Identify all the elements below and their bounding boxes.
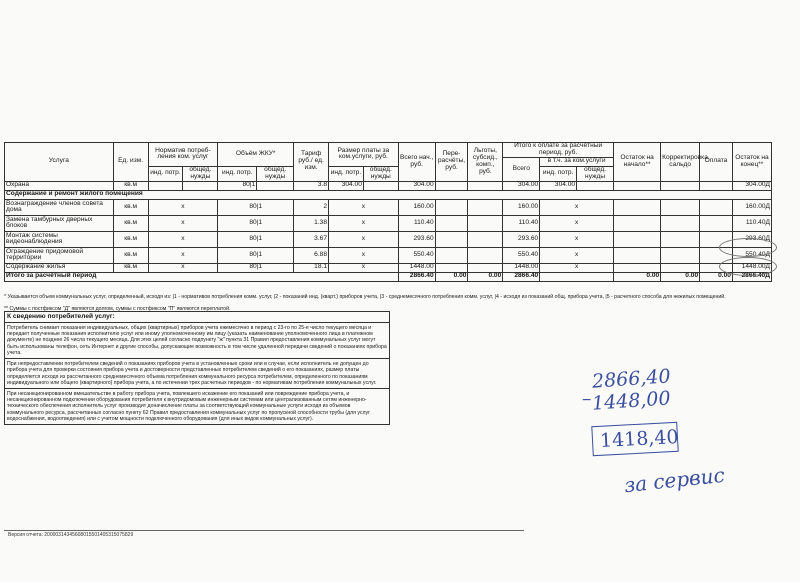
header-service: Услуга: [5, 143, 114, 182]
header-unit: Ед. изм.: [113, 143, 148, 182]
header-pay-common: общед. нужды: [363, 166, 398, 181]
header-vol-common: общед. нужды: [257, 166, 294, 181]
header-pay: Размер платы за ком.услуги, руб.: [329, 143, 399, 167]
header-payment: Оплата: [700, 143, 733, 182]
info-paragraph: При несанкционированном вмешательстве в работу прибора учета, повлекшего искажение его показаний или повреждение прибора учета, и несанкционированном подключении оборудования потребителя к внутридомовым инженерным системам или централизованным сетям инженерно-технического обеспечения исполнитель услуг производит доначисление платы за соответствующий коммунальные услуги исходя из объемов коммунального ресурса, рассчитанных согласно пункту 62 Правил предоставления коммунальных услуг по пропускной способности трубы (для услуг водоснабжения, водоотведения) или с учетом мощности подключенного оборудования (для иных видов коммунальных услуг).: [7, 391, 371, 422]
table-row: Ограждение придомовой территории кв.м x 80|1 6.88 x 550.40 550.40 x 550.40Д: [6, 247, 770, 262]
header-to-pay: Итого к оплате за расчётный период, руб.: [503, 143, 614, 158]
header-incl: в т.ч. за ком.услуги: [540, 157, 614, 166]
header-adjust: Корректировка сальдо: [661, 143, 700, 182]
header-tariff: Тариф руб./ ед. изм.: [294, 143, 329, 182]
charges-table: [4, 142, 772, 282]
minus-mark: −: [582, 392, 592, 409]
header-recalc: Пере-расчёты, руб.: [435, 143, 468, 182]
table-row: Содержание жилья кв.м x 80|1 18.1 x 1448.00 1448.00 x 1448.00Д: [6, 263, 770, 271]
header-norm: Норматив потреб-ления ком. услуг: [148, 143, 218, 167]
footnote-debt: ** Суммы с постфиксом "Д" являются долгом, суммы с постфиксом "П" являются переплатой.: [4, 306, 231, 312]
header-due-common: общед. нужды: [577, 166, 614, 181]
report-version: Версия отчета: 20000314345608015501405315075829: [8, 532, 134, 538]
header-benefits: Льготы, субсид., комп., руб.: [468, 143, 503, 182]
section-title: Содержание и ремонт жилого помещения: [5, 190, 772, 199]
footnote-volume: * Указывается объем коммунальных услуг, определенный, исходя из: |1 - нормативов потребления комм. услуг, |2 - показаний инд. (кварт.) приборов учета, |3 - среднемесячного потребления комм. услуг, |4 - исходя из показаний общ. прибора учета, |5 - расчетного способа для нежилых помещений.: [4, 294, 726, 300]
total-label: Итого за расчётный период: [5, 272, 399, 281]
header-norm-ind: инд. потр.: [148, 166, 183, 181]
pencil-circle: [719, 238, 777, 257]
info-title: К сведению потребителей услуг:: [5, 312, 389, 323]
handwritten-subtract: 1448,00: [591, 387, 672, 415]
total-row: Итого за расчётный период 2866.40 0.00 0.00 2866.40 0.00 0.00 0.00 2866.40Д: [6, 272, 770, 280]
header-norm-common: общед. нужды: [183, 166, 218, 181]
info-paragraph: При непредоставлении потребителем сведений о показаниях приборов учета в установленные сроки или в случае, если исполнитель не допущен до прибора учета для проверки состояния прибора учета и достоверности представленных потребителем сведений о его показаниях, размер платы определяется исходя из рассчитанного среднемесячного объема потребления коммунального ресурса потребителем, определенного по показаниям индивидуального или общего (квартирного) прибора учета, а по истечении трех расчетных периодов - по нормативам потребления коммунальных услуг.: [5, 359, 389, 389]
header-total-charged: Всего нач., руб.: [398, 143, 435, 182]
table-row: Охрана кв.м 80|1 3.8 304.00 304.00 304.00 304.00 304.00Д: [6, 181, 770, 189]
header-end-balance: Остаток на конец**: [732, 143, 771, 182]
info-paragraph: Потребитель снимает показания индивидуальных, общих (квартирных) приборов учета ежемесячно в период с 23-го по 25-е число текущего месяца и передает полученные показания исполнителю услуг или иному уполномоченному им лицу (указать наименование уполномоченного лица в платежном документе) не позднее 26 числа текущего месяца. Для этих целей согласно подпункту "ж" пункта 31 Правил предоставления коммунальных услуг могут быть использованы телефон, сеть Интернет и другие способы, допускающие возможность в том числе удаленной передачи сведений о показаниях прибора учета.: [5, 323, 389, 359]
handwritten-note: за сервис: [623, 462, 726, 498]
table-row: Замена тамбурных дверных блоков кв.м x 80|1 1.38 x 110.40 110.40 x 110.40Д: [6, 215, 770, 230]
header-pay-ind: инд. потр.: [329, 166, 364, 181]
handwritten-result: 1418,40: [599, 425, 680, 453]
table-row: Вознаграждение членов совета дома кв.м x 80|1 2 x 160.00 160.00 x 160.00Д: [6, 199, 770, 214]
header-vol-ind: инд. потр.: [218, 166, 257, 181]
pencil-circle: [719, 257, 777, 276]
divider: [4, 530, 524, 531]
handwritten-sum: 2866,40: [591, 365, 672, 393]
header-to-pay-total: Всего: [503, 157, 540, 181]
table-row: Монтаж системы видеонаблюдения кв.м x 80|1 3.67 x 293.60 293.60 x 293.60Д: [6, 231, 770, 246]
section-header-row: [5, 190, 772, 199]
header-volume: Объём ЖКУ*: [218, 143, 294, 167]
header-start-balance: Остаток на начало**: [614, 143, 661, 182]
consumer-info-box: [4, 311, 390, 425]
header-due-ind: инд. потр.: [540, 166, 577, 181]
